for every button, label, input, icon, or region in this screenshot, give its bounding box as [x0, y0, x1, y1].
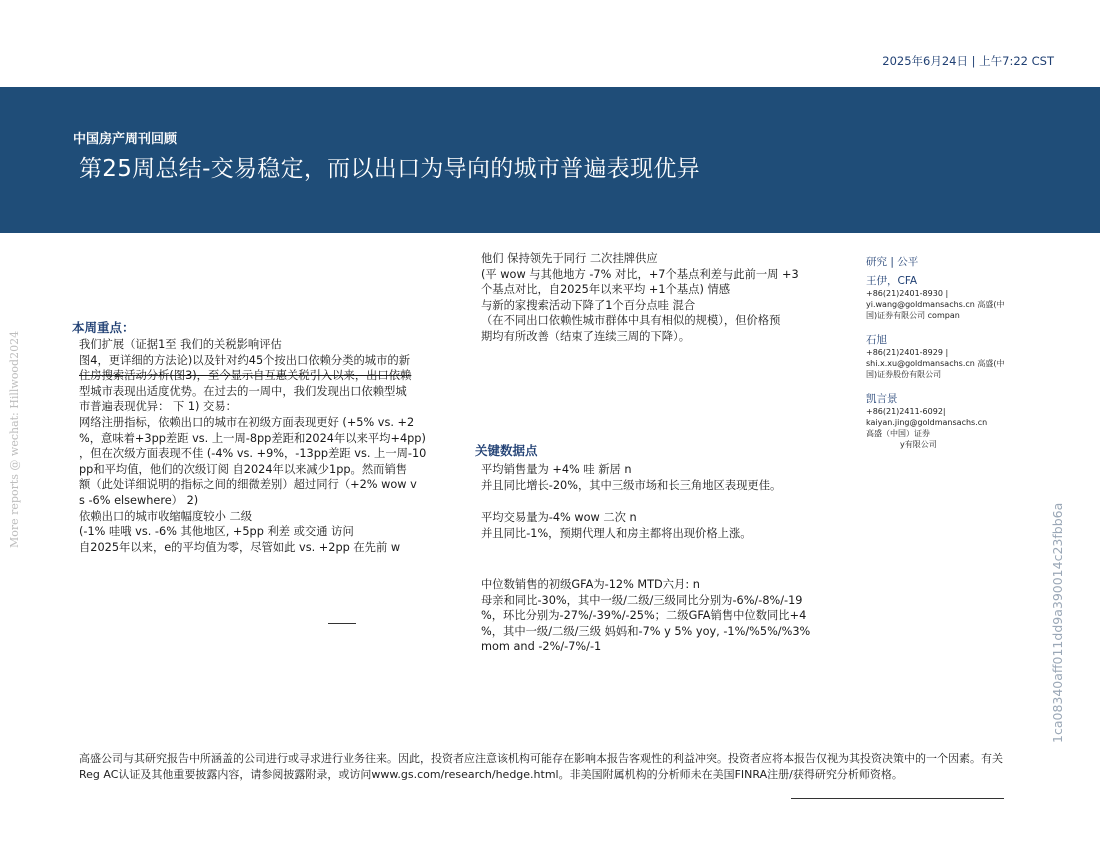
middle-line: 期均有所改善（结束了连续三周的下降）。: [481, 329, 690, 343]
author-contact: 高盛（中国）证券: [866, 429, 930, 438]
author-contact[interactable]: kaiyan.jing@goldmansachs.cn: [866, 418, 988, 427]
key-points-line: pp和平均值，他们的次级订阅 自2024年以来减少1pp。然而销售: [79, 462, 408, 476]
key-data-block: [481, 510, 851, 541]
author-contact[interactable]: shi.x.xu@goldmansachs.cn 高盛(中: [866, 359, 1005, 368]
key-points-line: 网络注册指标，依赖出口的城市在初级方面表现更好 (+5% vs. +2: [79, 415, 415, 429]
middle-line: （在不同出口依赖性城市群体中具有相似的规模），但价格预: [481, 314, 781, 328]
authors-panel: [866, 257, 1016, 464]
key-points-heading: 本周重点：: [72, 320, 135, 335]
key-points-line: 依赖出口的城市收缩幅度较小 二级: [79, 509, 253, 523]
key-points-line: 市普遍表现优异： 下 1) 交易：: [79, 400, 237, 414]
author-name: 王伊，CFA: [866, 275, 918, 287]
report-series-label: 中国房产周刊回顾: [73, 132, 178, 147]
report-datetime: 2025年6月24日 | 上午7:22 CST: [882, 54, 1054, 68]
key-data-line: 中位数销售的初级GFA为-12% MTD六月: n: [481, 578, 700, 591]
authors-heading: 研究 | 公平: [866, 256, 919, 268]
key-data-line: mom and -2%/-7%/-1: [481, 640, 602, 654]
key-points-line: 住房搜索活动分析(图3)，至今显示自互惠关税引入以来，出口依赖: [79, 369, 412, 383]
side-watermark: More reports @ wechat: Hillwood2024: [8, 330, 21, 548]
author-name: 凯言景: [866, 393, 898, 405]
author-block: [866, 394, 1016, 450]
disclaimer-text: 高盛公司与其研究报告中所涵盖的公司进行或寻求进行业务往来。因此，投资者应注意该机构可能存在影响本报告客观性的利益冲突。投资者应将本报告仅视为其投资决策中的一个因素。有关Reg AC认证及其他重要披露内容，请参阅披露附录，或访问www.gs.com/research/hedge.html。非美国附属机构的分析师未在美国FINRA注册/获得研究分析师资格。: [79, 752, 1003, 781]
key-data-block: [481, 462, 851, 493]
key-points-line: 图4，更详细的方法论)以及针对约45个按出口依赖分类的城市的新: [79, 353, 410, 367]
report-title: 第25周总结-交易稳定，而以出口为导向的城市普遍表现优异: [79, 156, 700, 182]
author-block: [866, 335, 1016, 380]
author-contact[interactable]: yi.wang@goldmansachs.cn 高盛(中: [866, 300, 1005, 309]
key-data-line: 并且同比增长-20%，其中三级市场和长三角地区表现更佳。: [481, 478, 782, 492]
author-block: [866, 276, 1016, 321]
middle-line: 与新的家搜索活动下降了1个百分点哇 混合: [481, 298, 696, 312]
key-points-line: (-1% 哇哦 vs. -6% 其他地区, +5pp 利差 或交通 访问: [79, 525, 354, 539]
key-data-line: %，其中一级/二级/三级 妈妈和-7% y 5% yoy, -1%/%5%/%3%: [481, 624, 811, 638]
key-data-block: [481, 577, 851, 655]
key-points-line: s -6% elsewhere） 2): [79, 493, 199, 507]
author-contact: +86(21)2401-8929 |: [866, 348, 949, 357]
author-contact: 国)证券股份有限公司: [866, 370, 942, 379]
key-points-line: 我们扩展（证据1至 我们的关税影响评估: [79, 338, 282, 351]
middle-line: 个基点对比，自2025年以来平均 +1个基点) 情感: [481, 283, 731, 297]
key-data-line: 母亲和同比-30%，其中一级/二级/三级同比分别为-6%/-8%/-19: [481, 593, 803, 607]
author-contact: 国)证券有限公司 compan: [866, 311, 960, 320]
key-data-heading: 关键数据点: [475, 443, 538, 458]
key-data-line: %，环比分别为-27%/-39%/-25%；二级GFA销售中位数同比+4: [481, 609, 807, 623]
key-points-line: 额（此处详细说明的指标之间的细微差别）超过同行（+2% wow v: [79, 478, 417, 492]
middle-line: (平 wow 与其他地方 -7% 对比，+7个基点利差与此前一周 +3: [481, 267, 799, 281]
author-contact: +86(21)2411-6092|: [866, 407, 946, 416]
author-contact: +86(21)2401-8930 |: [866, 289, 949, 298]
document-hash: 1ca08340aff011dd9a390014c23fbb6a: [1050, 502, 1065, 743]
key-points-line: 自2025年以来，e的平均值为零，尽管如此 vs. +2pp 在先前 w: [79, 540, 401, 554]
middle-line: 他们 保持领先于同行 二次挂牌供应: [481, 252, 658, 265]
author-name: 石旭: [866, 334, 887, 346]
key-points-line: 型城市表现出适度优势。在过去的一周中，我们发现出口依赖型城: [79, 384, 407, 398]
footer-rule: [791, 798, 1004, 799]
key-data-line: 平均销售量为 +4% 哇 新居 n: [481, 463, 632, 476]
divider: [328, 623, 356, 624]
middle-text: [481, 251, 841, 345]
key-points-line: %，意味着+3pp差距 vs. 上一周-8pp差距和2024年以来平均+4pp): [79, 431, 426, 445]
key-points-text: [79, 337, 447, 555]
key-data-line: 平均交易量为-4% wow 二次 n: [481, 511, 637, 524]
author-contact: y有限公司: [900, 440, 937, 449]
key-points-line: ，但在次级方面表现不佳 (-4% vs. +9%，-13pp差距 vs. 上一周-10: [79, 447, 427, 461]
key-data-line: 并且同比-1%，预期代理人和房主都将出现价格上涨。: [481, 526, 752, 540]
